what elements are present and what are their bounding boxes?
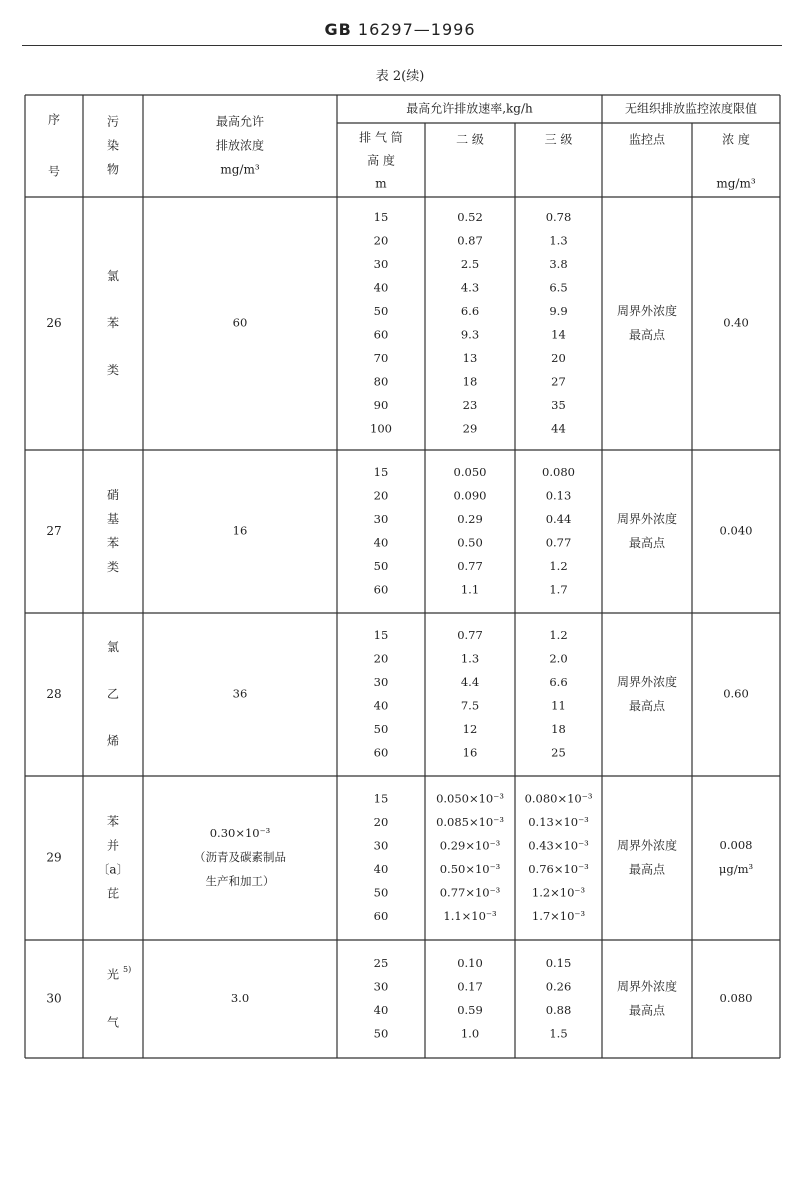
grade3-rate-value: 25 [551,745,566,760]
pollutant-name: 氯 [106,640,120,654]
header-seq: 序 [47,112,61,127]
header-max-concentration: mg/m³ [220,162,260,177]
pollutant-name: 并 [106,838,120,853]
header-stack-height: 排 气 筒 [359,130,403,145]
grade2-rate-value: 1.0 [460,1026,480,1041]
header-grade3: 三 级 [544,132,573,147]
grade2-rate-value: 0.77 [457,558,483,573]
pollutant-name: 烯 [106,734,120,748]
concentration-limit: 0.040 [719,523,753,538]
grade3-rate-value: 0.13 [545,488,572,503]
grade2-rate-value: 0.050×10⁻³ [436,791,504,806]
grade2-rate-value: 6.6 [460,303,480,318]
seq-number: 30 [46,991,62,1006]
stack-height-value: 15 [373,791,389,806]
pollutant-name: 氯 [106,269,120,283]
monitor-point: 最高点 [628,328,666,342]
max-concentration: 36 [232,686,248,701]
monitor-point: 周界外浓度 [616,979,678,994]
grade2-rate-value: 1.1×10⁻³ [443,908,497,923]
grade3-rate-value: 18 [551,721,566,736]
grade3-rate-value: 6.5 [549,280,568,295]
header-max-concentration: 最高允许 [215,114,265,129]
grade3-rate-value: 0.88 [545,1002,572,1017]
standard-number: 16297—1996 [357,20,476,39]
grade2-rate-value: 0.50×10⁻³ [439,861,501,876]
stack-height-value: 30 [373,979,389,994]
grade3-rate-value: 0.26 [545,979,572,994]
stack-height-value: 20 [373,488,389,503]
concentration-limit: 0.60 [723,686,749,701]
stack-height-value: 60 [373,745,389,760]
concentration-limit: μg/m³ [718,862,754,876]
stack-height-value: 30 [373,838,389,853]
monitor-point: 最高点 [628,862,666,877]
grade3-rate-value: 1.5 [549,1026,568,1041]
stack-height-value: 40 [373,1002,389,1017]
seq-number: 27 [46,524,62,538]
header-concentration: 浓 度 [722,132,750,147]
stack-height-value: 20 [373,233,389,248]
pollutant-name: 〔a〕 [97,862,129,877]
grade3-rate-value: 1.2 [549,627,568,642]
pollutant-name: 类 [106,560,120,574]
grade3-rate-value: 0.15 [545,955,572,970]
grade3-rate-value: 27 [551,374,566,389]
grade2-rate-value: 1.1 [460,582,480,597]
pollutant-name: 乙 [106,687,120,701]
grade2-rate-value: 0.29 [457,511,483,526]
header-monitor-point: 监控点 [628,132,666,147]
grade3-rate-value: 1.2 [549,558,568,573]
concentration-limit: 0.40 [723,315,749,330]
grade2-rate-value: 0.52 [457,209,483,224]
header-rate-group: 最高允许排放速率,kg/h [406,101,533,116]
header-stack-height: m [375,176,387,191]
header-pollutant: 染 [106,138,120,153]
grade3-rate-value: 14 [551,327,566,342]
stack-height-value: 60 [373,908,389,923]
grade2-rate-value: 0.50 [457,535,483,550]
max-concentration: 0.30×10⁻³ [209,826,271,840]
monitor-point: 周界外浓度 [616,675,678,689]
grade3-rate-value: 35 [551,397,566,412]
stack-height-value: 30 [373,256,389,271]
seq-number: 28 [46,687,62,701]
header-stack-height: 高 度 [367,153,395,168]
grade3-rate-value: 1.3 [549,233,568,248]
pollutant-name: 类 [106,363,120,377]
seq-number: 26 [46,316,62,330]
header-max-concentration: 排放浓度 [215,138,265,153]
stack-height-value: 25 [373,955,389,970]
header-grade2: 二 级 [456,132,484,147]
stack-height-value: 50 [373,1026,389,1041]
grade2-rate-value: 0.050 [453,464,487,479]
monitor-point: 周界外浓度 [616,304,678,318]
stack-height-value: 50 [373,885,389,900]
grade2-rate-value: 0.87 [457,233,483,248]
grade3-rate-value: 44 [551,421,566,436]
stack-height-value: 15 [373,627,389,642]
monitor-point: 最高点 [628,1003,666,1018]
monitor-point: 最高点 [628,699,666,713]
stack-height-value: 40 [373,535,389,550]
stack-height-value: 90 [373,397,389,412]
seq-number: 29 [46,850,62,865]
max-concentration: 16 [232,523,248,538]
grade3-rate-value: 0.43×10⁻³ [528,838,589,853]
monitor-point: 周界外浓度 [616,838,678,853]
monitor-point: 最高点 [628,536,666,550]
pollutant-name: 苯 [106,536,120,550]
stack-height-value: 50 [373,303,389,318]
stack-height-value: 30 [373,511,389,526]
stack-height-value: 15 [373,464,389,479]
footnote-marker: 5) [123,965,132,974]
grade2-rate-value: 23 [462,397,478,412]
pollutant-name: 基 [106,512,120,526]
header-concentration-unit: mg/m³ [716,176,756,191]
grade2-rate-value: 13 [462,350,478,365]
header-pollutant: 污 [106,114,120,129]
grade2-rate-value: 12 [462,721,478,736]
grade3-rate-value: 3.8 [549,256,568,271]
grade2-rate-value: 2.5 [460,256,480,271]
pollutant-name: 气 [106,1015,120,1030]
header-pollutant: 物 [106,162,120,177]
stack-height-value: 50 [373,721,389,736]
grade2-rate-value: 4.3 [460,280,480,295]
grade3-rate-value: 0.78 [545,209,572,224]
grade2-rate-value: 7.5 [460,698,480,713]
grade2-rate-value: 0.10 [457,955,483,970]
pollutant-name: 芘 [106,886,120,901]
pollutant-name: 光 [106,967,120,982]
stack-height-value: 70 [373,350,389,365]
grade3-rate-value: 0.77 [545,535,572,550]
header-seq: 号 [47,164,61,179]
grade2-rate-value: 0.29×10⁻³ [439,838,501,853]
grade2-rate-value: 0.17 [457,979,483,994]
concentration-limit: 0.080 [719,991,753,1005]
grade3-rate-value: 1.2×10⁻³ [531,885,586,900]
concentration-limit: 0.008 [719,838,753,852]
grade3-rate-value: 11 [551,698,566,713]
grade2-rate-value: 0.59 [457,1002,483,1017]
stack-height-value: 40 [373,698,389,713]
grade2-rate-value: 0.77 [457,627,483,642]
grade2-rate-value: 9.3 [460,327,480,342]
max-concentration: 60 [232,315,248,330]
max-concentration: （沥青及碳素制品 [194,850,286,864]
stack-height-value: 50 [373,558,389,573]
grade2-rate-value: 4.4 [460,674,480,689]
grade2-rate-value: 0.77×10⁻³ [439,885,501,900]
grade3-rate-value: 9.9 [549,303,568,318]
stack-height-value: 60 [373,327,389,342]
stack-height-value: 60 [373,582,389,597]
grade3-rate-value: 0.76×10⁻³ [528,861,589,876]
grade2-rate-value: 29 [462,421,478,436]
stack-height-value: 30 [373,674,389,689]
header-unorganized-group: 无组织排放监控浓度限值 [624,101,758,116]
grade2-rate-value: 1.3 [460,651,480,666]
grade2-rate-value: 0.090 [453,488,487,503]
monitor-point: 周界外浓度 [616,512,678,526]
grade3-rate-value: 0.44 [545,511,572,526]
grade3-rate-value: 20 [551,350,566,365]
grade2-rate-value: 18 [462,374,478,389]
stack-height-value: 15 [373,209,389,224]
stack-height-value: 20 [373,814,389,829]
stack-height-value: 40 [373,861,389,876]
stack-height-value: 100 [370,421,392,436]
max-concentration: 3.0 [230,991,250,1005]
pollutant-name: 硝 [106,488,120,502]
grade3-rate-value: 0.13×10⁻³ [528,814,589,829]
grade2-rate-value: 16 [462,745,478,760]
grade2-rate-value: 0.085×10⁻³ [436,814,504,829]
grade3-rate-value: 0.080 [542,464,575,479]
pollutant-name: 苯 [106,316,120,330]
grade3-rate-value: 1.7×10⁻³ [531,908,586,923]
stack-height-value: 40 [373,280,389,295]
stack-height-value: 80 [373,374,389,389]
stack-height-value: 20 [373,651,389,666]
table-caption: 表 2(续) [375,69,425,84]
standard-prefix: GB [324,20,352,39]
grade3-rate-value: 1.7 [549,582,568,597]
grade3-rate-value: 6.6 [549,674,568,689]
grade3-rate-value: 2.0 [549,651,568,666]
max-concentration: 生产和加工） [205,874,275,888]
pollutant-name: 苯 [106,814,120,829]
grade3-rate-value: 0.080×10⁻³ [524,791,593,806]
